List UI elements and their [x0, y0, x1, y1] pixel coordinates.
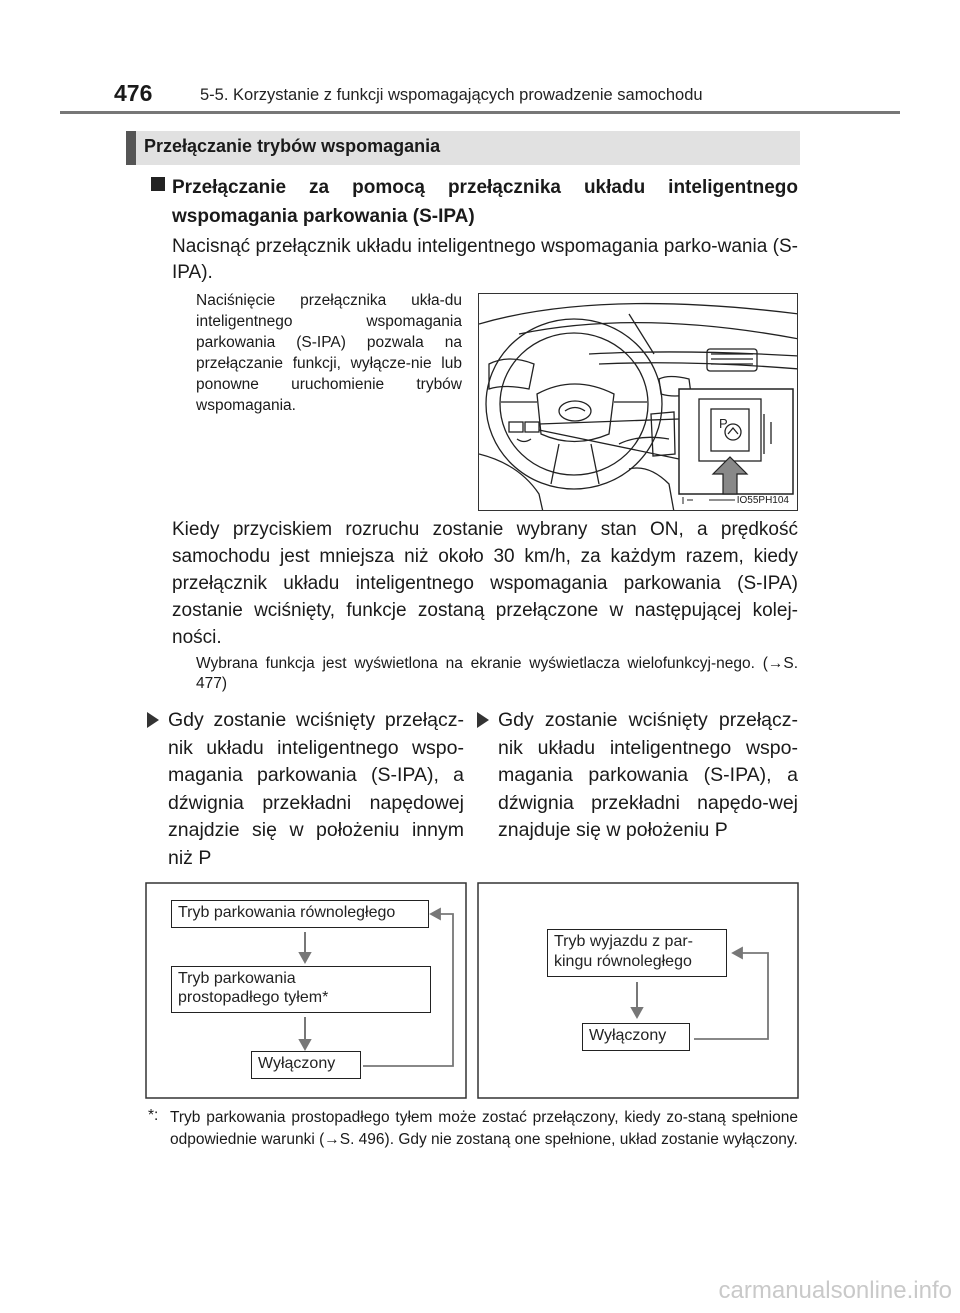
illustration-code: IO55PH104: [736, 495, 789, 506]
condition-left: Gdy zostanie wciśnięty przełącz-nik układu inteligentnego wspo-magania parkowania (S-IPA), a dźwignia przekładni napędowej znajdzie się w położeniu innym niż P: [168, 709, 464, 869]
flow-step-parallel-exit: Tryb wyjazdu z par- kingu równoległego: [547, 929, 727, 977]
illustration-mark: P: [719, 416, 728, 431]
chapter-title: 5-5. Korzystanie z funkcji wspomagających prowadzenie samochodu: [200, 86, 703, 104]
section-title: Przełączanie trybów wspomagania: [144, 136, 441, 156]
main-paragraph: Kiedy przyciskiem rozruchu zostanie wybrany stan ON, a prędkość samochodu jest mniejsza niż około 30 km/h, za każdym razem, kiedy przełącznik układu inteligentnego wspomagania parkowania (S-IPA) zostanie wciśnięty, funkcje zostaną przełączone w następującej kolej-ności.: [172, 519, 798, 648]
footnote-text: Tryb parkowania prostopadłego tyłem może zostać przełączony, kiedy zo-staną spełnione odpowiednie warunki (→S. 496). Gdy nie zostaną one spełnione, układ zostanie wyłączony.: [170, 1109, 798, 1148]
page-number: 476: [114, 80, 153, 106]
illustration-note: Naciśnięcie przełącznika ukła-du inteligentnego wspomagania parkowania (S-IPA) pozwala na przełączanie funkcji, wyłącze-nie lub ponowne uruchomienie trybów wspomagania.: [196, 292, 462, 414]
flow-step-perpendicular-parking: Tryb parkowania prostopadłego tyłem*: [171, 966, 431, 1013]
watermark: carmanualsonline.info: [718, 1277, 952, 1304]
footnote-mark: *:: [148, 1107, 159, 1124]
flow-step-off: Wyłączony: [251, 1051, 361, 1079]
instruction-text: Nacisnąć przełącznik układu inteligentnego wspomagania parko-wania (S-IPA).: [172, 236, 798, 283]
flow-step-off-right: Wyłączony: [582, 1023, 690, 1051]
display-note: Wybrana funkcja jest wyświetlona na ekranie wyświetlacza wielofunkcyj-nego. (→S. 477): [196, 655, 798, 692]
subsection-heading: Przełączanie za pomocą przełącznika układu inteligentnego wspomagania parkowania (S-IPA): [172, 177, 798, 227]
flow-step-parallel-parking: Tryb parkowania równoległego: [171, 900, 429, 928]
condition-right: Gdy zostanie wciśnięty przełącz-nik układu inteligentnego wspo-magania parkowania (S-IPA), a dźwignia przekładni napędo-wej znajduje się w położeniu P: [498, 709, 798, 841]
